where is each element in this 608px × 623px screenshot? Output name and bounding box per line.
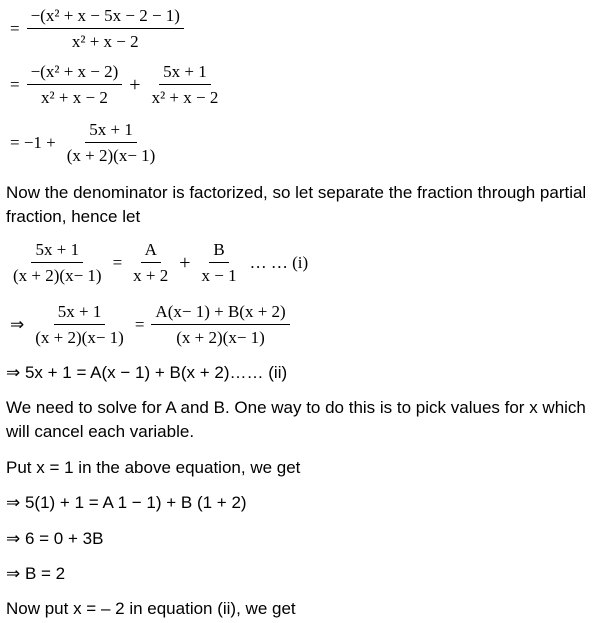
denominator: x² + x − 2 — [151, 88, 219, 107]
substitution-line: ⇒ 5(1) + 1 = A 1 − 1) + B (1 + 2) — [6, 493, 247, 512]
equation-implies — [6, 302, 293, 348]
fraction — [63, 120, 160, 166]
plus-sign: + — [129, 73, 141, 96]
paragraph-partial-fraction: Now the denominator is factorized, so let separate the fraction through partial fraction, hence let — [6, 183, 587, 226]
step-1-equation — [6, 6, 187, 52]
fraction-rhs — [151, 302, 289, 348]
fraction-a — [129, 240, 172, 286]
step-3-equation — [6, 120, 162, 166]
denominator: x − 1 — [201, 266, 237, 285]
denominator: x² + x − 2 — [41, 88, 108, 107]
lead-expression: = −1 + — [10, 133, 56, 152]
denominator: x + 2 — [133, 266, 169, 285]
implies-arrow: ⇒ — [10, 315, 25, 334]
paragraph-solve: We need to solve for A and B. One way to do this is to pick values for x which will cancel each variable. — [6, 398, 586, 441]
denominator: (x + 2)(x− 1) — [176, 328, 265, 347]
plus-sign: + — [179, 251, 191, 274]
fraction-lhs — [9, 240, 106, 286]
equation-i — [6, 240, 308, 286]
denominator: (x + 2)(x− 1) — [13, 266, 102, 285]
result-line: ⇒ B = 2 — [6, 564, 66, 583]
simplified-line: ⇒ 6 = 0 + 3B — [6, 529, 104, 548]
fraction-2 — [148, 62, 223, 108]
denominator: (x + 2)(x− 1) — [66, 146, 156, 165]
equals-sign: = — [10, 19, 20, 38]
numerator: 5x + 1 — [31, 240, 83, 263]
numerator: 5x + 1 — [159, 62, 211, 85]
equals-sign: = — [112, 253, 123, 272]
numerator: A — [141, 240, 161, 263]
fraction — [27, 6, 184, 52]
numerator: A(x− 1) + B(x + 2) — [151, 302, 289, 325]
denominator: (x + 2)(x− 1) — [35, 328, 124, 347]
paragraph-put-x-1: Put x = 1 in the above equation, we get — [6, 458, 301, 477]
equation-ii-line: ⇒ 5x + 1 = A(x − 1) + B(x + 2)…… (ii) — [6, 363, 288, 382]
numerator: B — [209, 240, 228, 263]
equals-sign: = — [134, 315, 145, 334]
numerator: −(x² + x − 5x − 2 − 1) — [27, 6, 184, 29]
numerator: 5x + 1 — [54, 302, 106, 325]
step-2-equation — [6, 62, 225, 108]
fraction-lhs — [31, 302, 128, 348]
numerator: 5x + 1 — [85, 120, 137, 143]
equals-sign: = — [10, 75, 20, 94]
fraction-b — [198, 240, 241, 286]
denominator: x² + x − 2 — [71, 32, 139, 51]
fraction-1 — [27, 62, 123, 108]
numerator: −(x² + x − 2) — [27, 62, 123, 85]
paragraph-put-x-minus-2: Now put x = – 2 in equation (ii), we get — [6, 599, 296, 618]
equation-tag: … … (i) — [249, 253, 309, 272]
